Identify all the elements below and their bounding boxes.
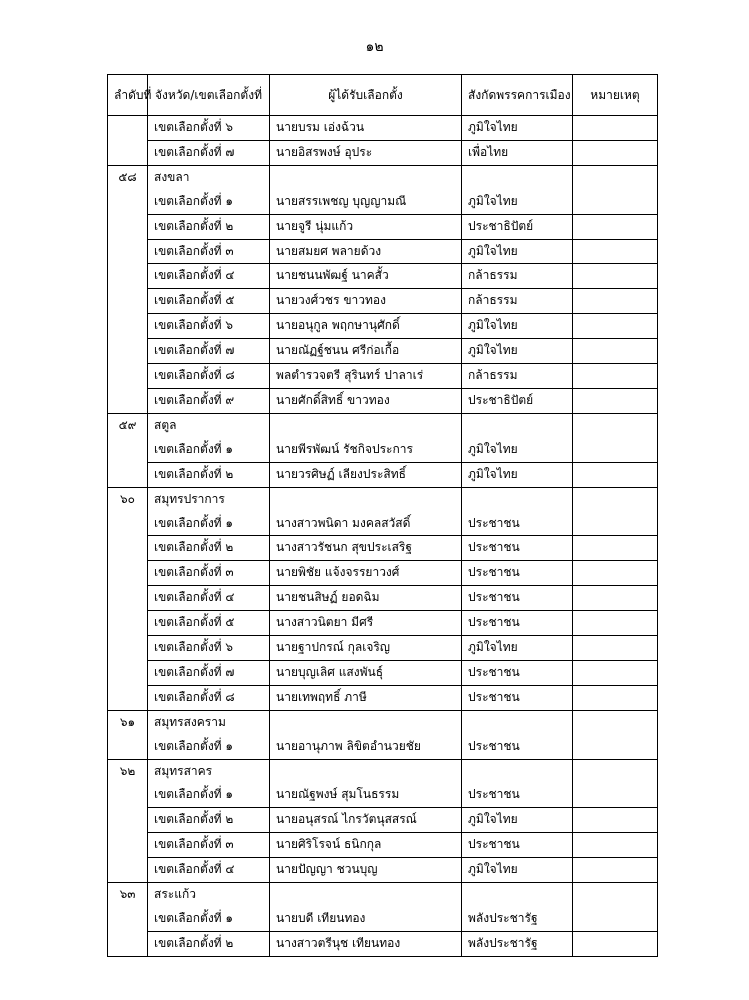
table-row — [108, 438, 658, 462]
order-number: ๕๘ — [108, 165, 148, 189]
elected-name-cell: นายบรม เอ่งฉ้วน — [270, 116, 462, 141]
district-cell: เขตเลือกตั้งที่ ๑ — [148, 512, 270, 536]
header-note: หมายเหตุ — [573, 75, 658, 116]
province-row — [108, 165, 658, 189]
district-cell: เขตเลือกตั้งที่ ๒ — [148, 462, 270, 487]
table-row — [108, 685, 658, 710]
district-cell: เขตเลือกตั้งที่ ๖ — [148, 116, 270, 141]
table-row — [108, 833, 658, 858]
order-number: ๕๙ — [108, 413, 148, 437]
elected-name-cell: นายฐาปกรณ์ กุลเจริญ — [270, 636, 462, 661]
note-cell — [573, 165, 658, 189]
party-cell — [462, 165, 573, 189]
district-cell: เขตเลือกตั้งที่ ๑ — [148, 783, 270, 807]
district-cell: เขตเลือกตั้งที่ ๒ — [148, 931, 270, 956]
note-cell — [573, 660, 658, 685]
party-cell: ประชาชน — [462, 833, 573, 858]
province-row — [108, 759, 658, 783]
order-cell — [108, 264, 148, 289]
table-row — [108, 190, 658, 214]
order-cell — [108, 239, 148, 264]
party-cell — [462, 883, 573, 907]
elected-members-table — [107, 74, 658, 957]
elected-name-cell: พลตำรวจตรี สุรินทร์ ปาลาเร่ — [270, 364, 462, 389]
party-cell: ภูมิใจไทย — [462, 438, 573, 462]
party-cell: ภูมิใจไทย — [462, 808, 573, 833]
note-cell — [573, 735, 658, 759]
note-cell — [573, 239, 658, 264]
order-cell — [108, 833, 148, 858]
province-row — [108, 413, 658, 437]
header-elected: ผู้ได้รับเลือกตั้ง — [270, 75, 462, 116]
order-cell — [108, 685, 148, 710]
party-cell — [462, 710, 573, 734]
table-row — [108, 140, 658, 165]
order-cell — [108, 140, 148, 165]
note-cell — [573, 388, 658, 413]
province-name: สมุทรสาคร — [148, 759, 270, 783]
order-cell — [108, 388, 148, 413]
province-name: สงขลา — [148, 165, 270, 189]
district-cell: เขตเลือกตั้งที่ ๑ — [148, 735, 270, 759]
district-cell: เขตเลือกตั้งที่ ๒ — [148, 808, 270, 833]
elected-name-cell: นายพิชัย แจ้งจรรยาวงศ์ — [270, 561, 462, 586]
party-cell: ประชาชน — [462, 611, 573, 636]
district-cell: เขตเลือกตั้งที่ ๑ — [148, 190, 270, 214]
note-cell — [573, 438, 658, 462]
order-cell — [108, 289, 148, 314]
district-cell: เขตเลือกตั้งที่ ๔ — [148, 264, 270, 289]
order-cell — [108, 586, 148, 611]
table-row — [108, 586, 658, 611]
party-cell: ประชาชน — [462, 586, 573, 611]
elected-name-cell: นายวรศิษฏ์ เลียงประสิทธิ์ — [270, 462, 462, 487]
district-cell: เขตเลือกตั้งที่ ๒ — [148, 214, 270, 239]
order-cell — [108, 214, 148, 239]
party-cell: ประชาชน — [462, 735, 573, 759]
note-cell — [573, 931, 658, 956]
elected-name-cell: นายณัฏฐ์ชนน ศรีก่อเกื้อ — [270, 339, 462, 364]
district-cell: เขตเลือกตั้งที่ ๕ — [148, 289, 270, 314]
party-cell: ภูมิใจไทย — [462, 858, 573, 883]
table-row — [108, 314, 658, 339]
table-row — [108, 660, 658, 685]
note-cell — [573, 907, 658, 931]
elected-name-cell: นายชนนพัฒฐ์ นาคสั้ว — [270, 264, 462, 289]
header-party: สังกัดพรรคการเมือง — [462, 75, 573, 116]
party-cell: ประชาชน — [462, 660, 573, 685]
note-cell — [573, 364, 658, 389]
order-number: ๖๓ — [108, 883, 148, 907]
order-cell — [108, 636, 148, 661]
note-cell — [573, 314, 658, 339]
note-cell — [573, 759, 658, 783]
note-cell — [573, 611, 658, 636]
district-cell: เขตเลือกตั้งที่ ๗ — [148, 660, 270, 685]
order-cell — [108, 735, 148, 759]
elected-name-cell: นายเทพฤทธิ์ ภาษี — [270, 685, 462, 710]
note-cell — [573, 140, 658, 165]
table-row — [108, 636, 658, 661]
party-cell: ประชาชน — [462, 685, 573, 710]
district-cell: เขตเลือกตั้งที่ ๔ — [148, 858, 270, 883]
note-cell — [573, 289, 658, 314]
party-cell: เพื่อไทย — [462, 140, 573, 165]
order-cell — [108, 462, 148, 487]
district-cell: เขตเลือกตั้งที่ ๗ — [148, 140, 270, 165]
table-row — [108, 239, 658, 264]
note-cell — [573, 462, 658, 487]
order-cell — [108, 438, 148, 462]
table-row — [108, 364, 658, 389]
elected-name-cell — [270, 487, 462, 511]
party-cell: ประชาชน — [462, 536, 573, 561]
district-cell: เขตเลือกตั้งที่ ๘ — [148, 364, 270, 389]
elected-name-cell: นางสาวพนิดา มงคลสวัสดิ์ — [270, 512, 462, 536]
elected-name-cell: นายบดี เทียนทอง — [270, 907, 462, 931]
elected-name-cell: นายอานุภาพ ลิขิตอำนวยชัย — [270, 735, 462, 759]
party-cell: พลังประชารัฐ — [462, 907, 573, 931]
table-row — [108, 783, 658, 807]
elected-name-cell: นายสมยศ พลายด้วง — [270, 239, 462, 264]
order-cell — [108, 364, 148, 389]
district-cell: เขตเลือกตั้งที่ ๖ — [148, 636, 270, 661]
note-cell — [573, 116, 658, 141]
table-row — [108, 116, 658, 141]
district-cell: เขตเลือกตั้งที่ ๒ — [148, 536, 270, 561]
note-cell — [573, 487, 658, 511]
elected-name-cell: นางสาวนิตยา มีศรี — [270, 611, 462, 636]
table-row — [108, 931, 658, 956]
table-row — [108, 808, 658, 833]
party-cell: ประชาชน — [462, 512, 573, 536]
party-cell: ประชาธิปัตย์ — [462, 388, 573, 413]
district-cell: เขตเลือกตั้งที่ ๑ — [148, 907, 270, 931]
party-cell: ภูมิใจไทย — [462, 190, 573, 214]
header-province: จังหวัด/เขตเลือกตั้งที่ — [148, 75, 270, 116]
province-name: สมุทรสงคราม — [148, 710, 270, 734]
elected-name-cell — [270, 883, 462, 907]
order-cell — [108, 858, 148, 883]
table-row — [108, 264, 658, 289]
table-row — [108, 388, 658, 413]
note-cell — [573, 413, 658, 437]
district-cell: เขตเลือกตั้งที่ ๙ — [148, 388, 270, 413]
order-cell — [108, 314, 148, 339]
province-row — [108, 710, 658, 734]
table-row — [108, 462, 658, 487]
party-cell — [462, 413, 573, 437]
table-row — [108, 561, 658, 586]
table-row — [108, 289, 658, 314]
province-name: สมุทรปราการ — [148, 487, 270, 511]
elected-name-cell — [270, 759, 462, 783]
party-cell: ประชาชน — [462, 561, 573, 586]
note-cell — [573, 808, 658, 833]
note-cell — [573, 858, 658, 883]
party-cell: ประชาธิปัตย์ — [462, 214, 573, 239]
elected-name-cell: นายชนสิษฏ์ ยอดฉิม — [270, 586, 462, 611]
table-row — [108, 339, 658, 364]
elected-name-cell — [270, 413, 462, 437]
note-cell — [573, 264, 658, 289]
table-row — [108, 611, 658, 636]
note-cell — [573, 685, 658, 710]
table-row — [108, 512, 658, 536]
party-cell: ภูมิใจไทย — [462, 239, 573, 264]
order-cell — [108, 561, 148, 586]
party-cell — [462, 487, 573, 511]
party-cell — [462, 759, 573, 783]
party-cell: ภูมิใจไทย — [462, 636, 573, 661]
district-cell: เขตเลือกตั้งที่ ๑ — [148, 438, 270, 462]
elected-name-cell — [270, 165, 462, 189]
order-cell — [108, 512, 148, 536]
district-cell: เขตเลือกตั้งที่ ๘ — [148, 685, 270, 710]
order-cell — [108, 536, 148, 561]
note-cell — [573, 710, 658, 734]
order-number: ๖๑ — [108, 710, 148, 734]
elected-name-cell: นางสาวรัชนก สุขประเสริฐ — [270, 536, 462, 561]
note-cell — [573, 561, 658, 586]
table-row — [108, 214, 658, 239]
elected-name-cell: นายพีรพัฒน์ รัชกิจประการ — [270, 438, 462, 462]
note-cell — [573, 339, 658, 364]
table-row — [108, 536, 658, 561]
party-cell: กล้าธรรม — [462, 289, 573, 314]
note-cell — [573, 536, 658, 561]
order-cell — [108, 808, 148, 833]
order-cell — [108, 931, 148, 956]
party-cell: ภูมิใจไทย — [462, 116, 573, 141]
party-cell: พลังประชารัฐ — [462, 931, 573, 956]
province-name: สระแก้ว — [148, 883, 270, 907]
elected-name-cell: นายบุญเลิศ แสงพันธุ์ — [270, 660, 462, 685]
district-cell: เขตเลือกตั้งที่ ๓ — [148, 561, 270, 586]
header-order: ลำดับที่ — [108, 75, 148, 116]
province-row — [108, 883, 658, 907]
district-cell: เขตเลือกตั้งที่ ๕ — [148, 611, 270, 636]
party-cell: ประชาชน — [462, 783, 573, 807]
table-row — [108, 735, 658, 759]
party-cell: กล้าธรรม — [462, 264, 573, 289]
note-cell — [573, 636, 658, 661]
order-cell — [108, 116, 148, 141]
elected-name-cell: นายณัฐพงษ์ สุมโนธรรม — [270, 783, 462, 807]
elected-name-cell: นายสรรเพชญ บุญญามณี — [270, 190, 462, 214]
district-cell: เขตเลือกตั้งที่ ๔ — [148, 586, 270, 611]
district-cell: เขตเลือกตั้งที่ ๖ — [148, 314, 270, 339]
party-cell: ภูมิใจไทย — [462, 314, 573, 339]
note-cell — [573, 586, 658, 611]
province-name: สตูล — [148, 413, 270, 437]
elected-name-cell: นายอนุกูล พฤกษานุศักดิ์ — [270, 314, 462, 339]
party-cell: ภูมิใจไทย — [462, 462, 573, 487]
elected-name-cell: นางสาวตรีนุช เทียนทอง — [270, 931, 462, 956]
elected-name-cell: นายปัญญา ชวนบุญ — [270, 858, 462, 883]
elected-name-cell — [270, 710, 462, 734]
order-number: ๖๒ — [108, 759, 148, 783]
table-body — [108, 116, 658, 957]
note-cell — [573, 512, 658, 536]
elected-name-cell: นายศักดิ์สิทธิ์ ขาวทอง — [270, 388, 462, 413]
elected-name-cell: นายอนุสรณ์ ไกรวัตนุสสรณ์ — [270, 808, 462, 833]
order-cell — [108, 190, 148, 214]
table-row — [108, 907, 658, 931]
note-cell — [573, 783, 658, 807]
elected-name-cell: นายอิสรพงษ์ อุประ — [270, 140, 462, 165]
province-row — [108, 487, 658, 511]
party-cell: กล้าธรรม — [462, 364, 573, 389]
district-cell: เขตเลือกตั้งที่ ๓ — [148, 239, 270, 264]
page-number: ๑๒ — [365, 39, 384, 55]
order-number: ๖๐ — [108, 487, 148, 511]
district-cell: เขตเลือกตั้งที่ ๗ — [148, 339, 270, 364]
party-cell: ภูมิใจไทย — [462, 339, 573, 364]
elected-name-cell: นายวงศ์วชร ขาวทอง — [270, 289, 462, 314]
note-cell — [573, 214, 658, 239]
elected-name-cell: นายจูรี นุ่มแก้ว — [270, 214, 462, 239]
note-cell — [573, 833, 658, 858]
order-cell — [108, 783, 148, 807]
order-cell — [108, 907, 148, 931]
elected-name-cell: นายศิริโรจน์ ธนิกกุล — [270, 833, 462, 858]
order-cell — [108, 660, 148, 685]
order-cell — [108, 339, 148, 364]
table-header-row — [108, 75, 658, 116]
table-row — [108, 858, 658, 883]
note-cell — [573, 883, 658, 907]
order-cell — [108, 611, 148, 636]
district-cell: เขตเลือกตั้งที่ ๓ — [148, 833, 270, 858]
note-cell — [573, 190, 658, 214]
